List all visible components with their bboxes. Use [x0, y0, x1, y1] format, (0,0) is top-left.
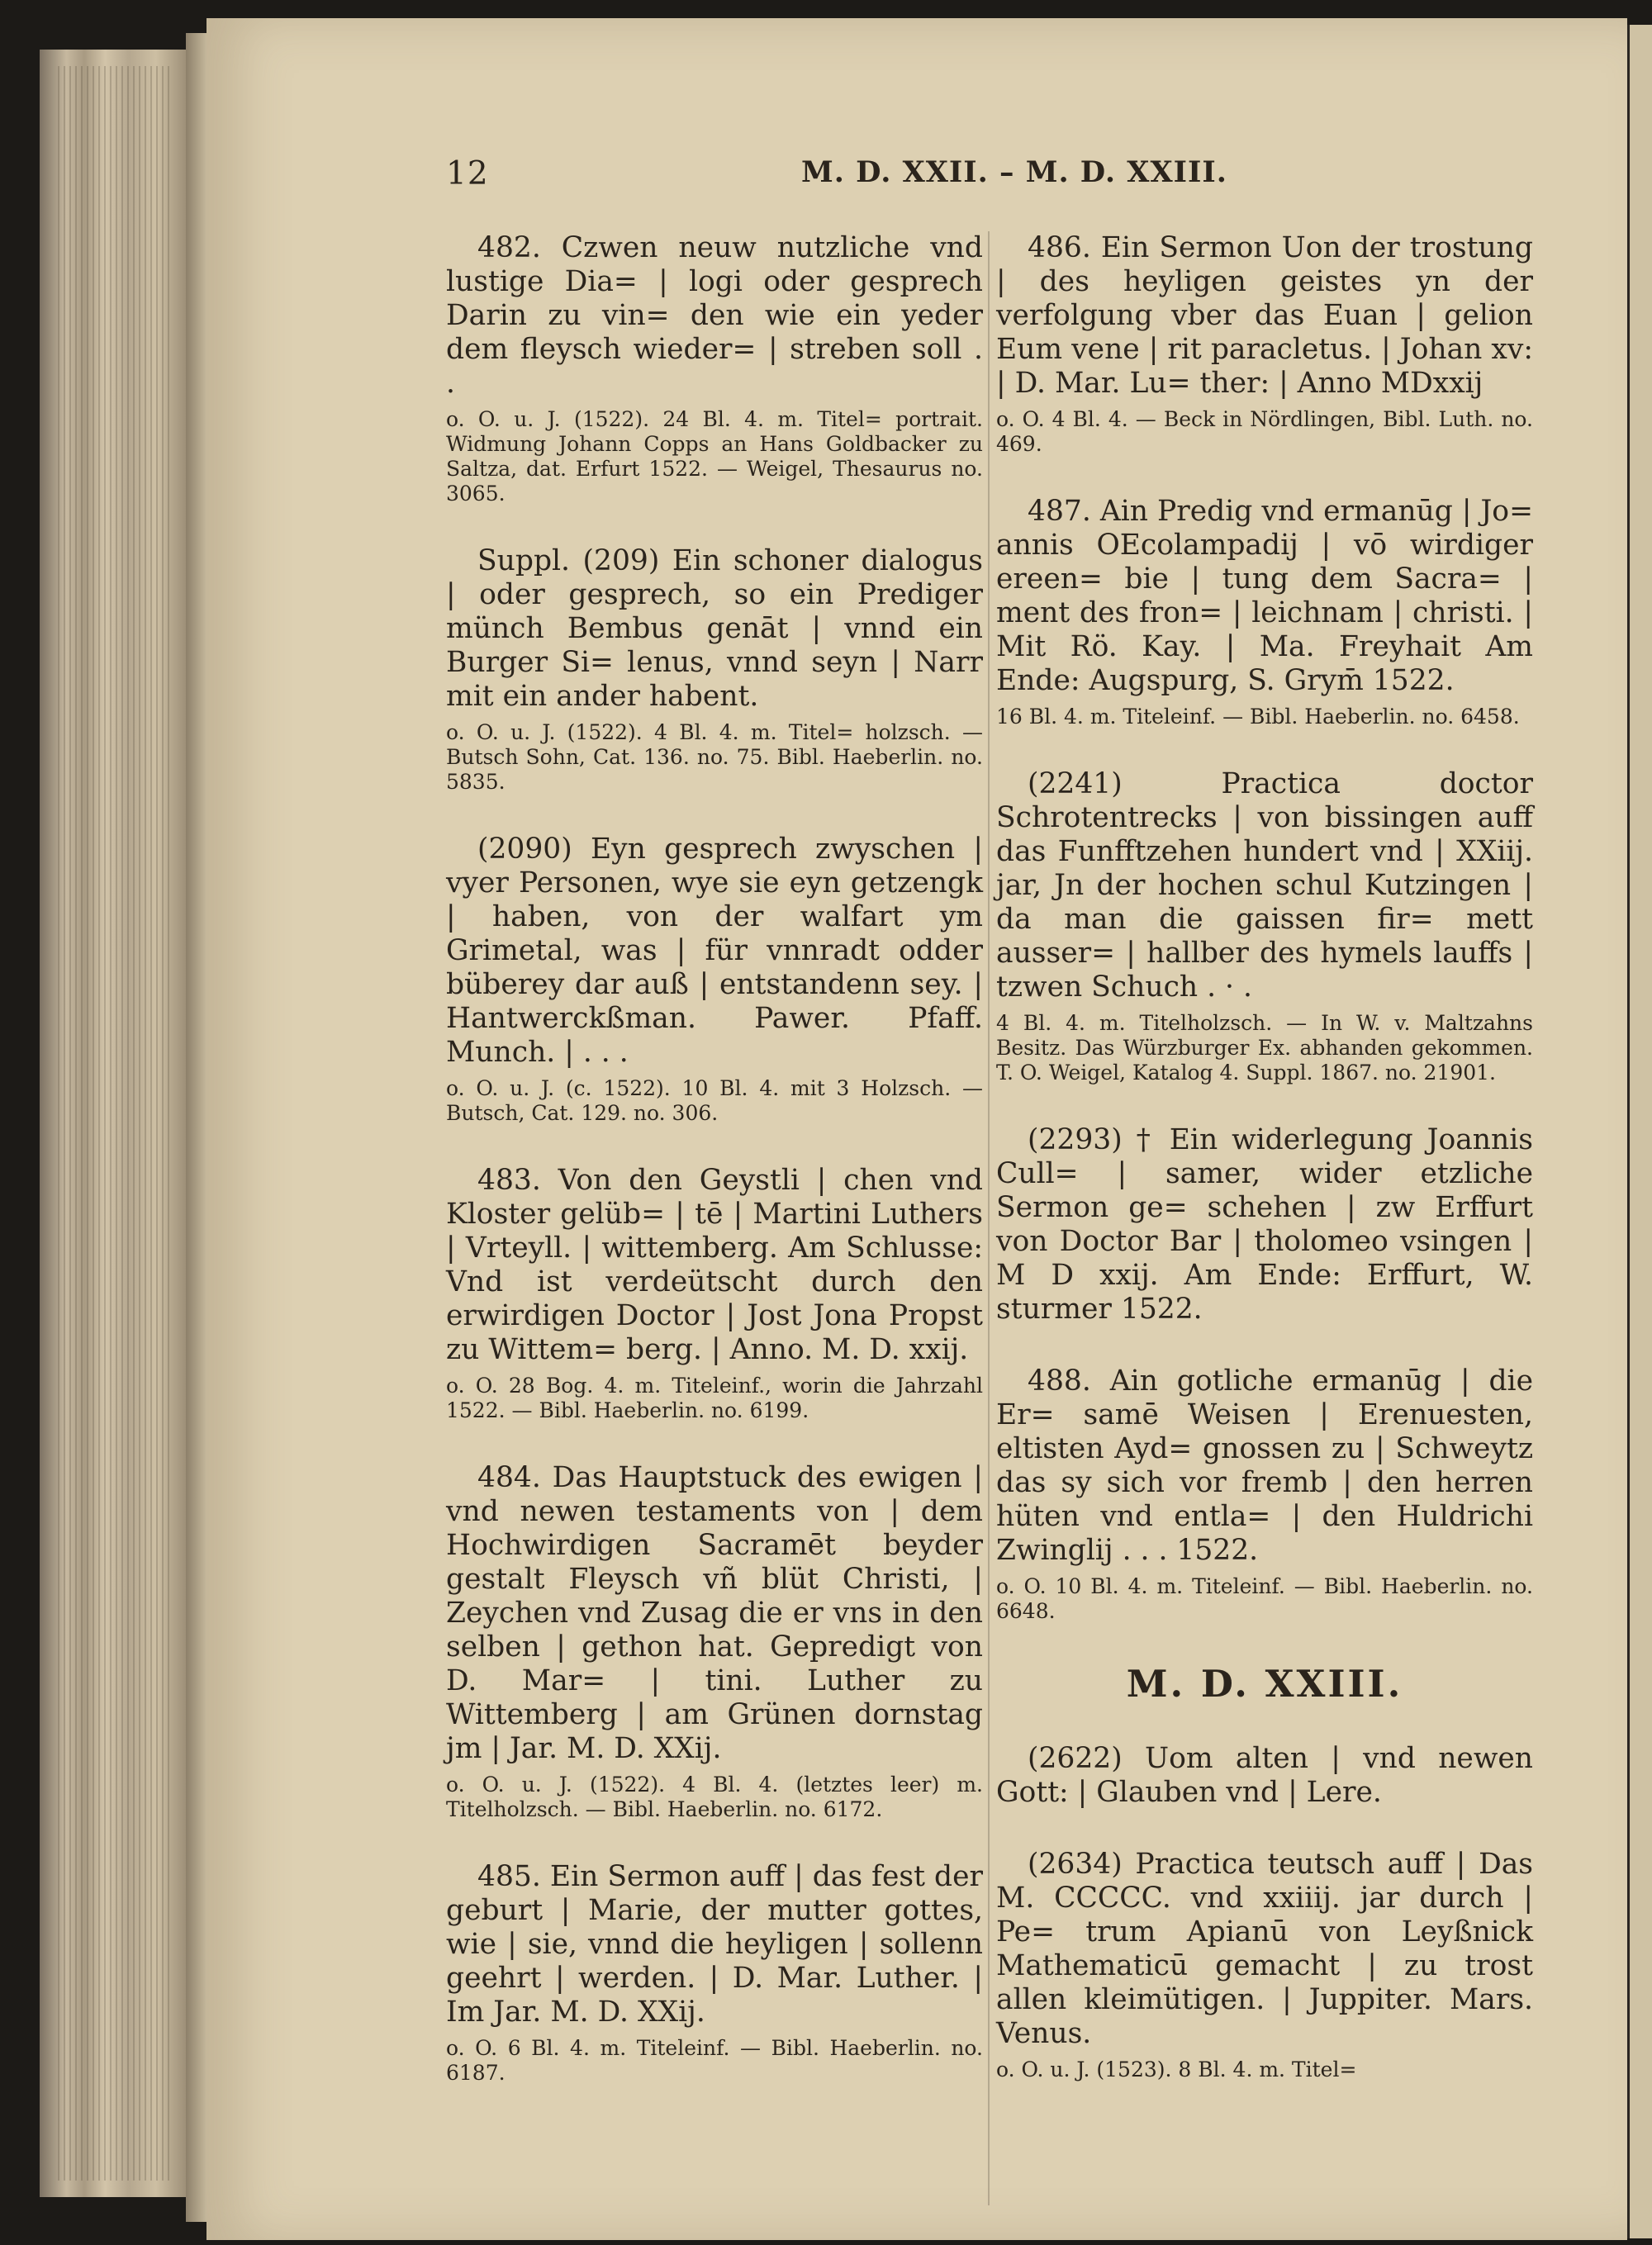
entry-title: 488. Ain gotliche ermanūg | die Er= samē Weisen | Erenuesten, eltisten Ayd= gnossen zu | Schweytz das sy sich vor fremb | den herren hüten vnd entla= | den Huldrichi Zwinglij . . . 1522.: [996, 1365, 1533, 1567]
entry-meta: o. O. 28 Bog. 4. m. Titeleinf., worin die Jahrzahl 1522. — Bibl. Haeberlin. no. 6199.: [446, 1374, 983, 1422]
entry-meta: o. O. 4 Bl. 4. — Beck in Nördlingen, Bibl. Luth. no. 469.: [996, 407, 1533, 456]
running-header: [446, 155, 1652, 197]
bibliography-entry: [446, 1164, 983, 1423]
entry-meta: 16 Bl. 4. m. Titeleinf. — Bibl. Haeberlin. no. 6458.: [996, 705, 1520, 729]
entry-title: (2622) Uom alten | vnd newen Gott: | Glauben vnd | Lere.: [996, 1742, 1533, 1809]
left-column: [446, 231, 983, 2124]
entry-title: (2090) Eyn gesprech zwyschen | vyer Personen, wye sie eyn getzengk | haben, von der walfart ym Grimetal, was | für vnnradt odder büberey dar auß | entstandenn sey. | Hantwerckßman. Pawer. Pfaff. Munch. | . . .: [446, 833, 983, 1069]
bibliography-entry: [996, 1848, 1533, 2082]
page-edge-lines: [58, 66, 173, 2181]
entry-title: (2241) Practica doctor Schrotentrecks | von bissingen auff das Funfftzehen hundert vnd | XXiij. jar, Jn der hochen schul Kutzingen | da man die gaissen fir= mett ausser= | hallber des hymels lauffs | tzwen Schuch . · .: [996, 767, 1533, 1004]
entry-meta: o. O. 10 Bl. 4. m. Titeleinf. — Bibl. Haeberlin. no. 6648.: [996, 1574, 1533, 1623]
bibliography-entry: [446, 833, 983, 1126]
bibliography-entry: [446, 1860, 983, 2086]
bibliography-entry: [996, 1365, 1533, 1624]
bibliography-entry: [446, 231, 983, 506]
running-head-title: M. D. XXII. – M. D. XXIII.: [801, 155, 1227, 189]
entry-title: 487. Ain Predig vnd ermanūg | Jo= annis OEcolampadij | vō wirdiger ereen= bie | tung dem Sacra= | ment des fron= | leichnam | christi. | Mit Rö. Kay. | Ma. Freyhait Am Ende: Augspurg, S. Grym̄ 1522.: [996, 495, 1533, 697]
bibliography-entry: [446, 1461, 983, 1822]
entry-title: 482. Czwen neuw nutzliche vnd lustige Dia= | logi oder gesprech Darin zu vin= den wie ein yeder dem fleysch wieder= | streben soll . .: [446, 231, 983, 400]
entry-meta: 4 Bl. 4. m. Titelholzsch. — In W. v. Maltzahns Besitz. Das Würzburger Ex. abhanden gekommen. T. O. Weigel, Katalog 4. Suppl. 1867. no. 21901.: [996, 1011, 1533, 1085]
entry-title: 483. Von den Geystli | chen vnd Kloster gelüb= | tē | Martini Luthers | Vrteyll. | wittemberg. Am Schlusse: Vnd ist verdeütscht durch den erwirdigen Doctor | Jost Jona Propst zu Wittem= berg. | Anno. M. D. xxij.: [446, 1164, 983, 1366]
entry-meta: o. O. u. J. (1522). 24 Bl. 4. m. Titel= portrait. Widmung Johann Copps an Hans Goldbacker zu Saltza, dat. Erfurt 1522. — Weigel, Thesaurus no. 3065.: [446, 407, 983, 505]
bibliography-entry: [996, 1123, 1533, 1327]
section-heading-year: M. D. XXIII.: [1126, 1662, 1403, 1706]
entry-title: 486. Ein Sermon Uon der trostung | des heyligen geistes yn der verfolgung vber das Euan | gelion Eum vene | rit paracletus. | Johan xv: | D. Mar. Lu= ther: | Anno MDxxij: [996, 231, 1533, 400]
entry-title: Suppl. (209) Ein schoner dialogus | oder gesprech, so ein Prediger münch Bembus genāt | vnnd ein Burger Si= lenus, vnnd seyn | Narr mit ein ander habent.: [446, 544, 983, 713]
entry-meta: o. O. u. J. (1522). 4 Bl. 4. m. Titel= holzsch. — Butsch Sohn, Cat. 136. no. 75. Bibl. Haeberlin. no. 5835.: [446, 720, 983, 794]
bibliography-entry: [996, 1742, 1533, 1810]
entry-meta: o. O. u. J. (1523). 8 Bl. 4. m. Titel=: [996, 2058, 1357, 2081]
entry-meta: o. O. u. J. (1522). 4 Bl. 4. (letztes leer) m. Titelholzsch. — Bibl. Haeberlin. no. 6172.: [446, 1773, 983, 1821]
entry-meta: o. O. 6 Bl. 4. m. Titeleinf. — Bibl. Haeberlin. no. 6187.: [446, 2036, 983, 2085]
page-number: 12: [446, 155, 489, 192]
right-column: [996, 231, 1533, 2120]
bibliography-entry: [996, 767, 1533, 1085]
entry-title: 484. Das Hauptstuck des ewigen | vnd newen testaments von | dem Hochwirdigen Sacramēt beyder gestalt Fleysch vñ blüt Christi, | Zeychen vnd Zusag die er vns in den selben | gethon hat. Gepredigt von D. Mar= | tini. Luther zu Wittemberg | am Grünen dornstag jm | Jar. M. D. XXij.: [446, 1461, 983, 1765]
entry-title: (2634) Practica teutsch auff | Das M. CCCCC. vnd xxiiij. jar durch | Pe= trum Apianū von Leyßnick Mathematicū gemacht | zu trost allen kleimütigen. | Juppiter. Mars. Venus.: [996, 1848, 1533, 2050]
facing-page-edge: [1627, 25, 1652, 2238]
bibliography-entry: [996, 231, 1533, 457]
bibliography-entry: [446, 544, 983, 795]
bibliography-entry: [996, 495, 1533, 729]
entry-title: 485. Ein Sermon auff | das fest der geburt | Marie, der mutter gottes, wie | sie, vnnd die heyligen | sollenn geehrt | werden. | D. Mar. Luther. | Im Jar. M. D. XXij.: [446, 1860, 983, 2029]
entry-meta: o. O. u. J. (c. 1522). 10 Bl. 4. mit 3 Holzsch. — Butsch, Cat. 129. no. 306.: [446, 1076, 983, 1125]
column-divider: [988, 231, 990, 2205]
entry-title: (2293) † Ein widerlegung Joannis Cull= | samer, wider etzliche Sermon ge= schehen | zw Erffurt von Doctor Bar | tholomeo vsingen | M D xxij. Am Ende: Erffurt, W. sturmer 1522.: [996, 1123, 1533, 1326]
